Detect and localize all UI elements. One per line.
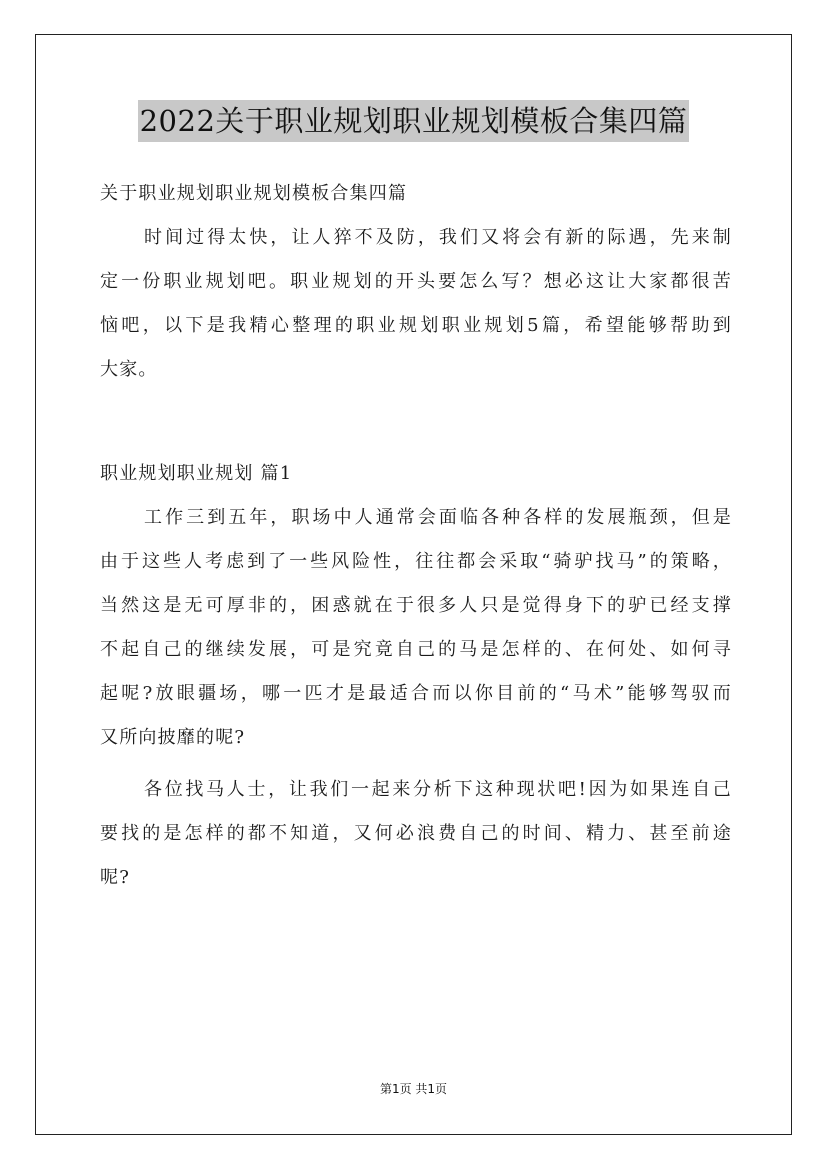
paragraph-line: 当然这是无可厚非的，困惑就在于很多人只是觉得身下的驴已经支撑 xyxy=(100,595,732,616)
paragraph-line: 不起自己的继续发展，可是究竟自己的马是怎样的、在何处、如何寻 xyxy=(100,639,732,660)
paragraph-line: 工作三到五年，职场中人通常会面临各种各样的发展瓶颈，但是 xyxy=(144,507,732,528)
paragraph-line: 又所向披靡的呢? xyxy=(100,727,246,748)
paragraph-1 xyxy=(100,496,732,760)
page-footer: 第1页 共1页 xyxy=(379,1082,448,1096)
document-body xyxy=(100,172,732,900)
intro-line: 时间过得太快，让人猝不及防，我们又将会有新的际遇，先来制 xyxy=(144,227,732,248)
paragraph-line: 各位找马人士，让我们一起来分析下这种现状吧!因为如果连自己 xyxy=(144,779,732,800)
section-heading: 职业规划职业规划 篇1 xyxy=(100,463,293,484)
paragraph-line: 要找的是怎样的都不知道，又何必浪费自己的时间、精力、甚至前途 xyxy=(100,823,732,844)
intro-paragraph xyxy=(100,216,732,392)
paragraph-line: 由于这些人考虑到了一些风险性，往往都会采取“骑驴找马”的策略， xyxy=(100,551,732,572)
subtitle: 关于职业规划职业规划模板合集四篇 xyxy=(100,183,408,204)
paragraph-line: 起呢?放眼疆场，哪一匹才是最适合而以你目前的“马术”能够驾驭而 xyxy=(100,683,732,704)
spacer xyxy=(100,436,732,452)
paragraph-line: 呢? xyxy=(100,867,131,888)
paragraph-2 xyxy=(100,768,732,900)
document-title: 2022关于职业规划职业规划模板合集四篇 xyxy=(138,100,690,142)
intro-line: 恼吧，以下是我精心整理的职业规划职业规划5篇，希望能够帮助到 xyxy=(100,315,732,336)
intro-line: 定一份职业规划吧。职业规划的开头要怎么写？想必这让大家都很苦 xyxy=(100,271,732,292)
spacer xyxy=(100,392,732,436)
intro-line: 大家。 xyxy=(100,359,158,380)
title-container xyxy=(0,100,827,142)
